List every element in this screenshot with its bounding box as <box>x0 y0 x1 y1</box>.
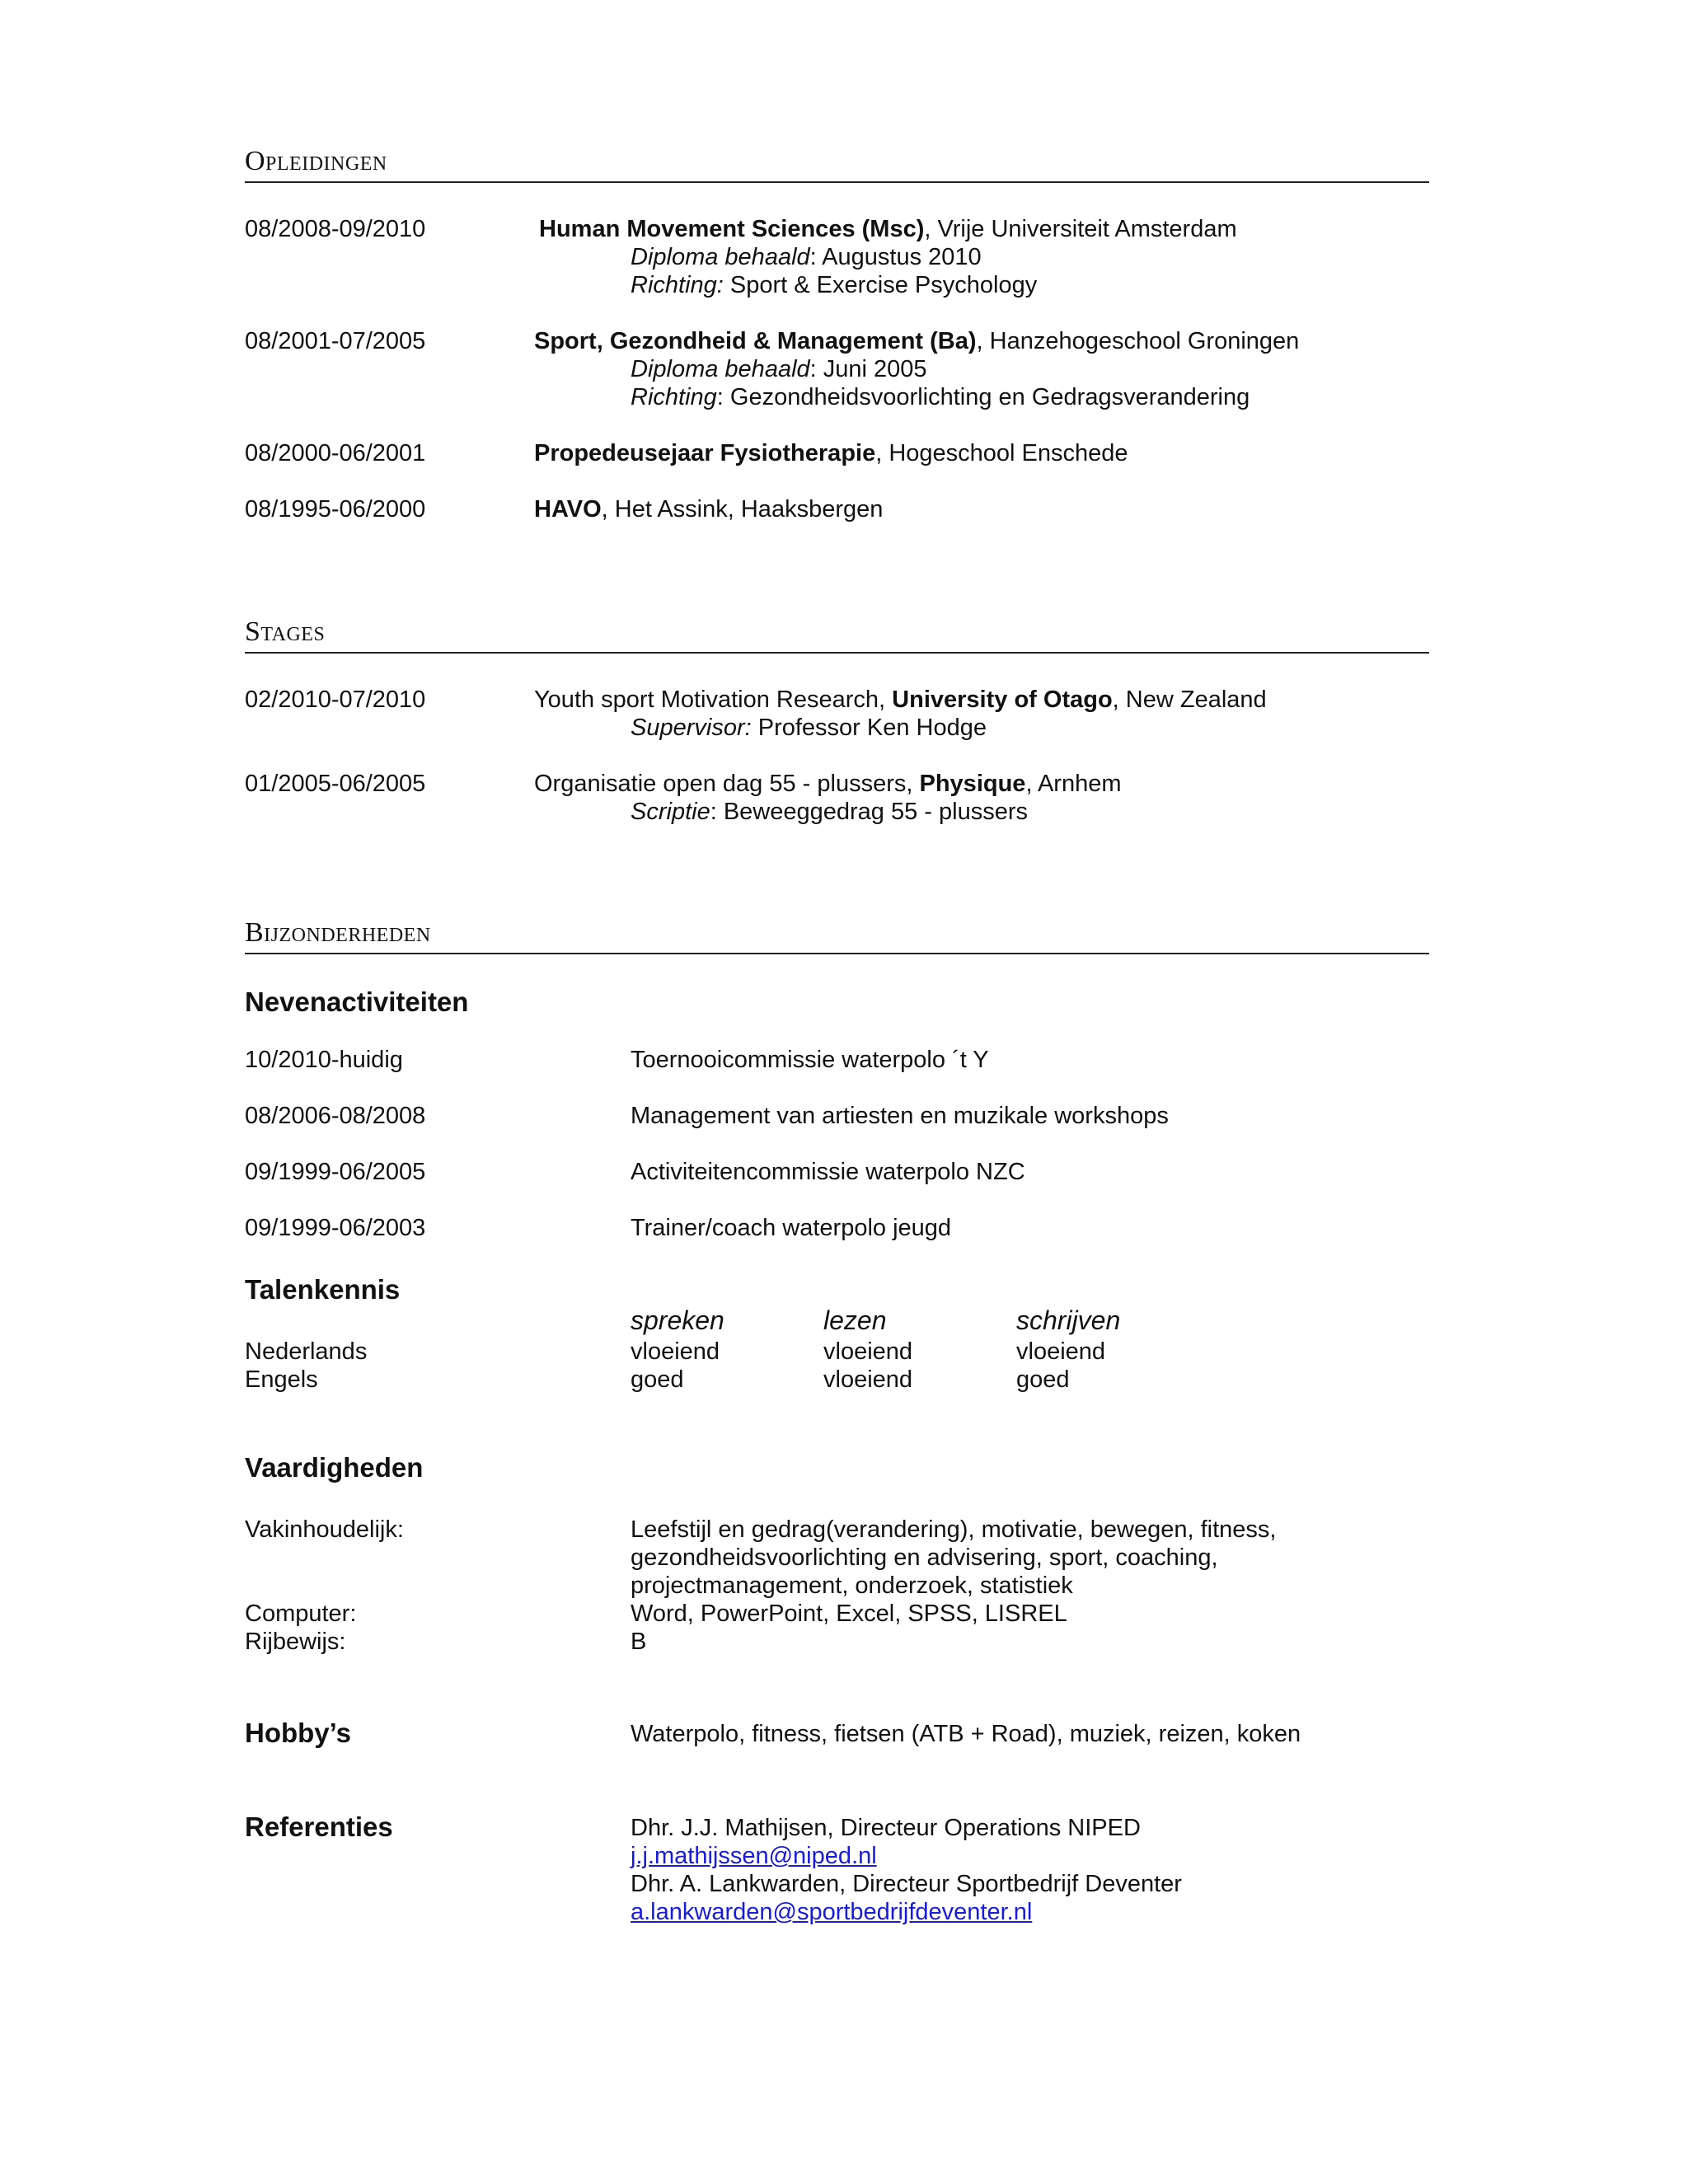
internship-detail: Scriptie: Beweeggedrag 55 - plussers <box>631 799 1028 825</box>
internship-detail: Supervisor: Professor Ken Hodge <box>631 715 987 741</box>
reference-email-link[interactable]: j.j.mathijssen@niped.nl <box>631 1843 877 1869</box>
activity-text: Toernooicommissie waterpolo ´t Y <box>631 1047 989 1073</box>
language-name: Engels <box>245 1366 318 1393</box>
internship-title: Youth sport Motivation Research, University of Otago, New Zealand <box>534 687 1267 713</box>
activity-text: Activiteitencommissie waterpolo NZC <box>631 1159 1025 1185</box>
education-title: Sport, Gezondheid & Management (Ba), Hanzehogeschool Groningen <box>534 328 1300 354</box>
skill-label: Computer: <box>245 1601 357 1627</box>
language-level: vloeiend <box>823 1366 913 1393</box>
section-heading-bijzonderheden: Bijzonderheden <box>245 917 431 948</box>
language-column-header: schrijven <box>1016 1305 1121 1335</box>
education-title: Human Movement Sciences (Msc), Vrije Universiteit Amsterdam <box>539 216 1237 242</box>
activity-text: Management van artiesten en muzikale workshops <box>631 1103 1169 1129</box>
skill-value: gezondheidsvoorlichting en advisering, sport, coaching, <box>631 1544 1218 1571</box>
education-date: 08/2000-06/2001 <box>245 440 426 466</box>
language-level: goed <box>1016 1366 1070 1393</box>
education-detail: Diploma behaald: Juni 2005 <box>631 356 927 382</box>
internship-title: Organisatie open dag 55 - plussers, Physique, Arnhem <box>534 771 1122 797</box>
language-level: vloeiend <box>631 1338 720 1365</box>
language-level: goed <box>631 1366 684 1393</box>
subheading-referenties: Referenties <box>245 1811 393 1842</box>
reference-name: Dhr. A. Lankwarden, Directeur Sportbedrijf Deventer <box>631 1871 1182 1897</box>
hobbies-value: Waterpolo, fitness, fietsen (ATB + Road), muziek, reizen, koken <box>631 1721 1301 1747</box>
subheading-nevenactiviteiten: Nevenactiviteiten <box>245 987 469 1017</box>
education-detail: Richting: Sport & Exercise Psychology <box>631 272 1038 298</box>
section-rule <box>245 652 1429 654</box>
skill-label: Vakinhoudelijk: <box>245 1516 404 1543</box>
skill-value: Leefstijl en gedrag(verandering), motivatie, bewegen, fitness, <box>631 1516 1277 1543</box>
activity-text: Trainer/coach waterpolo jeugd <box>631 1215 952 1241</box>
reference-email-link[interactable]: a.lankwarden@sportbedrijfdeventer.nl <box>631 1899 1033 1925</box>
internship-date: 02/2010-07/2010 <box>245 687 426 713</box>
education-detail: Richting: Gezondheidsvoorlichting en Gedragsverandering <box>631 384 1250 410</box>
education-date: 08/2008-09/2010 <box>245 216 426 242</box>
subheading-hobbys: Hobby’s <box>245 1718 351 1748</box>
section-rule <box>245 953 1429 954</box>
language-level: vloeiend <box>1016 1338 1106 1365</box>
skill-value: B <box>631 1629 647 1655</box>
activity-date: 09/1999-06/2003 <box>245 1215 426 1241</box>
subheading-vaardigheden: Vaardigheden <box>245 1452 424 1483</box>
activity-date: 10/2010-huidig <box>245 1047 403 1073</box>
section-heading-opleidingen: Opleidingen <box>245 146 387 176</box>
language-name: Nederlands <box>245 1338 368 1365</box>
skill-label: Rijbewijs: <box>245 1629 346 1655</box>
reference-name: Dhr. J.J. Mathijsen, Directeur Operations NIPED <box>631 1815 1141 1841</box>
activity-date: 08/2006-08/2008 <box>245 1103 426 1129</box>
subheading-talenkennis: Talenkennis <box>245 1274 401 1305</box>
education-date: 08/2001-07/2005 <box>245 328 426 354</box>
education-date: 08/1995-06/2000 <box>245 496 426 523</box>
internship-date: 01/2005-06/2005 <box>245 771 426 797</box>
skill-value: Word, PowerPoint, Excel, SPSS, LISREL <box>631 1601 1067 1627</box>
section-rule <box>245 181 1429 183</box>
language-column-header: lezen <box>823 1305 887 1335</box>
skill-value: projectmanagement, onderzoek, statistiek <box>631 1572 1073 1599</box>
section-heading-stages: Stages <box>245 616 326 647</box>
activity-date: 09/1999-06/2005 <box>245 1159 426 1185</box>
language-column-header: spreken <box>631 1305 724 1335</box>
education-title: HAVO, Het Assink, Haaksbergen <box>534 496 884 523</box>
education-title: Propedeusejaar Fysiotherapie, Hogeschool Enschede <box>534 440 1128 466</box>
education-detail: Diploma behaald: Augustus 2010 <box>631 244 982 270</box>
language-level: vloeiend <box>823 1338 913 1365</box>
